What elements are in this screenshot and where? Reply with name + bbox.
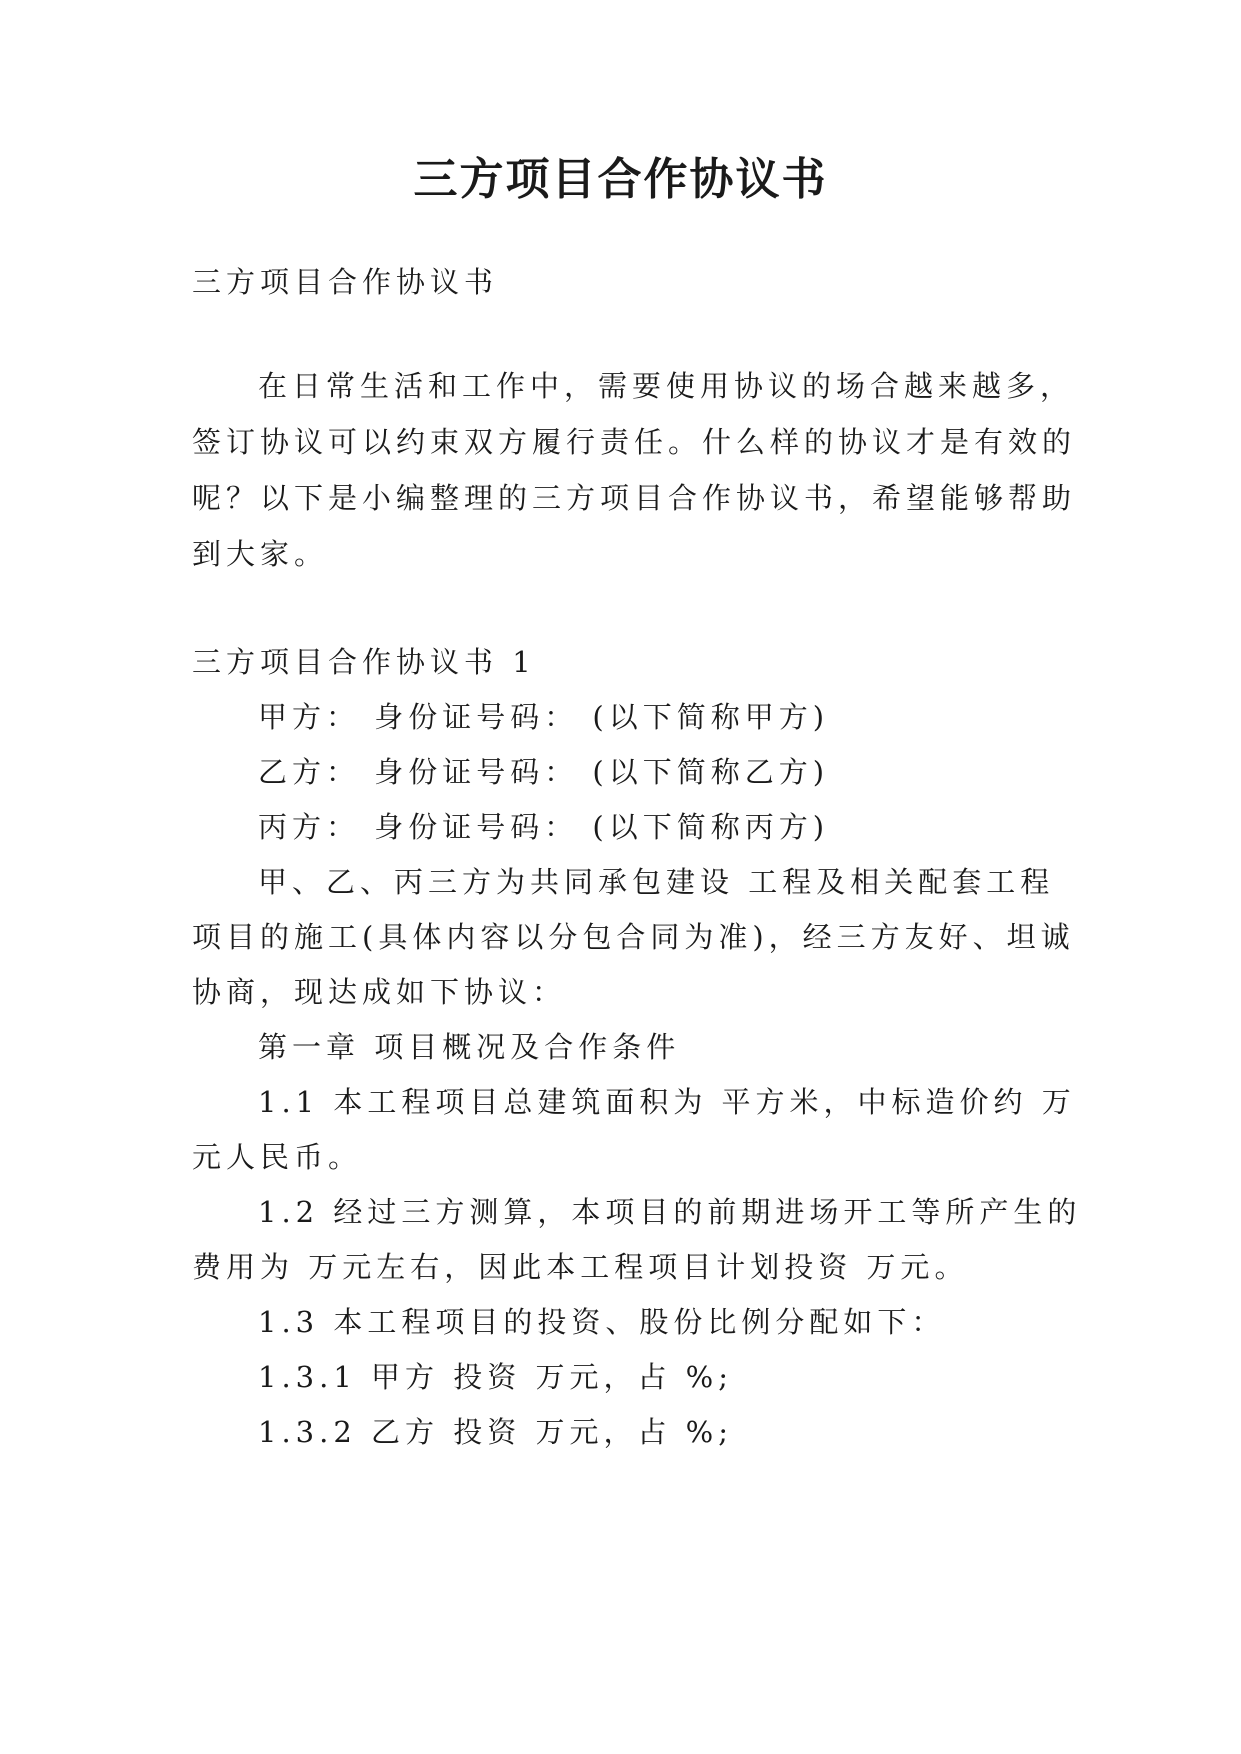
clause-line: 1.1 本工程项目总建筑面积为 平方米，中标造价约 万 xyxy=(258,1085,1076,1119)
intro-line-4: 到大家。 xyxy=(192,537,329,571)
intro-line-3: 呢？以下是小编整理的三方项目合作协议书，希望能够帮助 xyxy=(192,481,1077,515)
clause-line: 1.3 本工程项目的投资、股份比例分配如下： xyxy=(258,1305,946,1339)
party-b-line: 乙方： 身份证号码： (以下简称乙方) xyxy=(258,755,830,789)
document-title: 三方项目合作协议书 xyxy=(413,154,828,205)
clause-line: 费用为 万元左右，因此本工程项目计划投资 万元。 xyxy=(192,1250,969,1284)
subtitle-line: 三方项目合作协议书 xyxy=(192,265,499,299)
intro-line-1: 在日常生活和工作中，需要使用协议的场合越来越多， xyxy=(258,369,1075,403)
body-line: 协商，现达成如下协议： xyxy=(192,975,567,1009)
body-line: 甲、乙、丙三方为共同承包建设 工程及相关配套工程 xyxy=(258,865,1055,899)
party-c-line: 丙方： 身份证号码： (以下简称丙方) xyxy=(258,810,830,844)
intro-line-2: 签订协议可以约束双方履行责任。什么样的协议才是有效的 xyxy=(192,425,1077,459)
chapter-heading: 第一章 项目概况及合作条件 xyxy=(258,1030,681,1064)
party-a-line: 甲方： 身份证号码： (以下简称甲方) xyxy=(258,700,830,734)
clause-line: 1.3.2 乙方 投资 万元，占 %; xyxy=(258,1415,733,1449)
body-line: 项目的施工(具体内容以分包合同为准)，经三方友好、坦诚 xyxy=(192,920,1075,954)
clause-line: 1.2 经过三方测算，本项目的前期进场开工等所产生的 xyxy=(258,1195,1082,1229)
section-heading: 三方项目合作协议书 1 xyxy=(192,645,536,679)
clause-line: 1.3.1 甲方 投资 万元，占 %; xyxy=(258,1360,733,1394)
clause-line: 元人民币。 xyxy=(192,1140,363,1174)
